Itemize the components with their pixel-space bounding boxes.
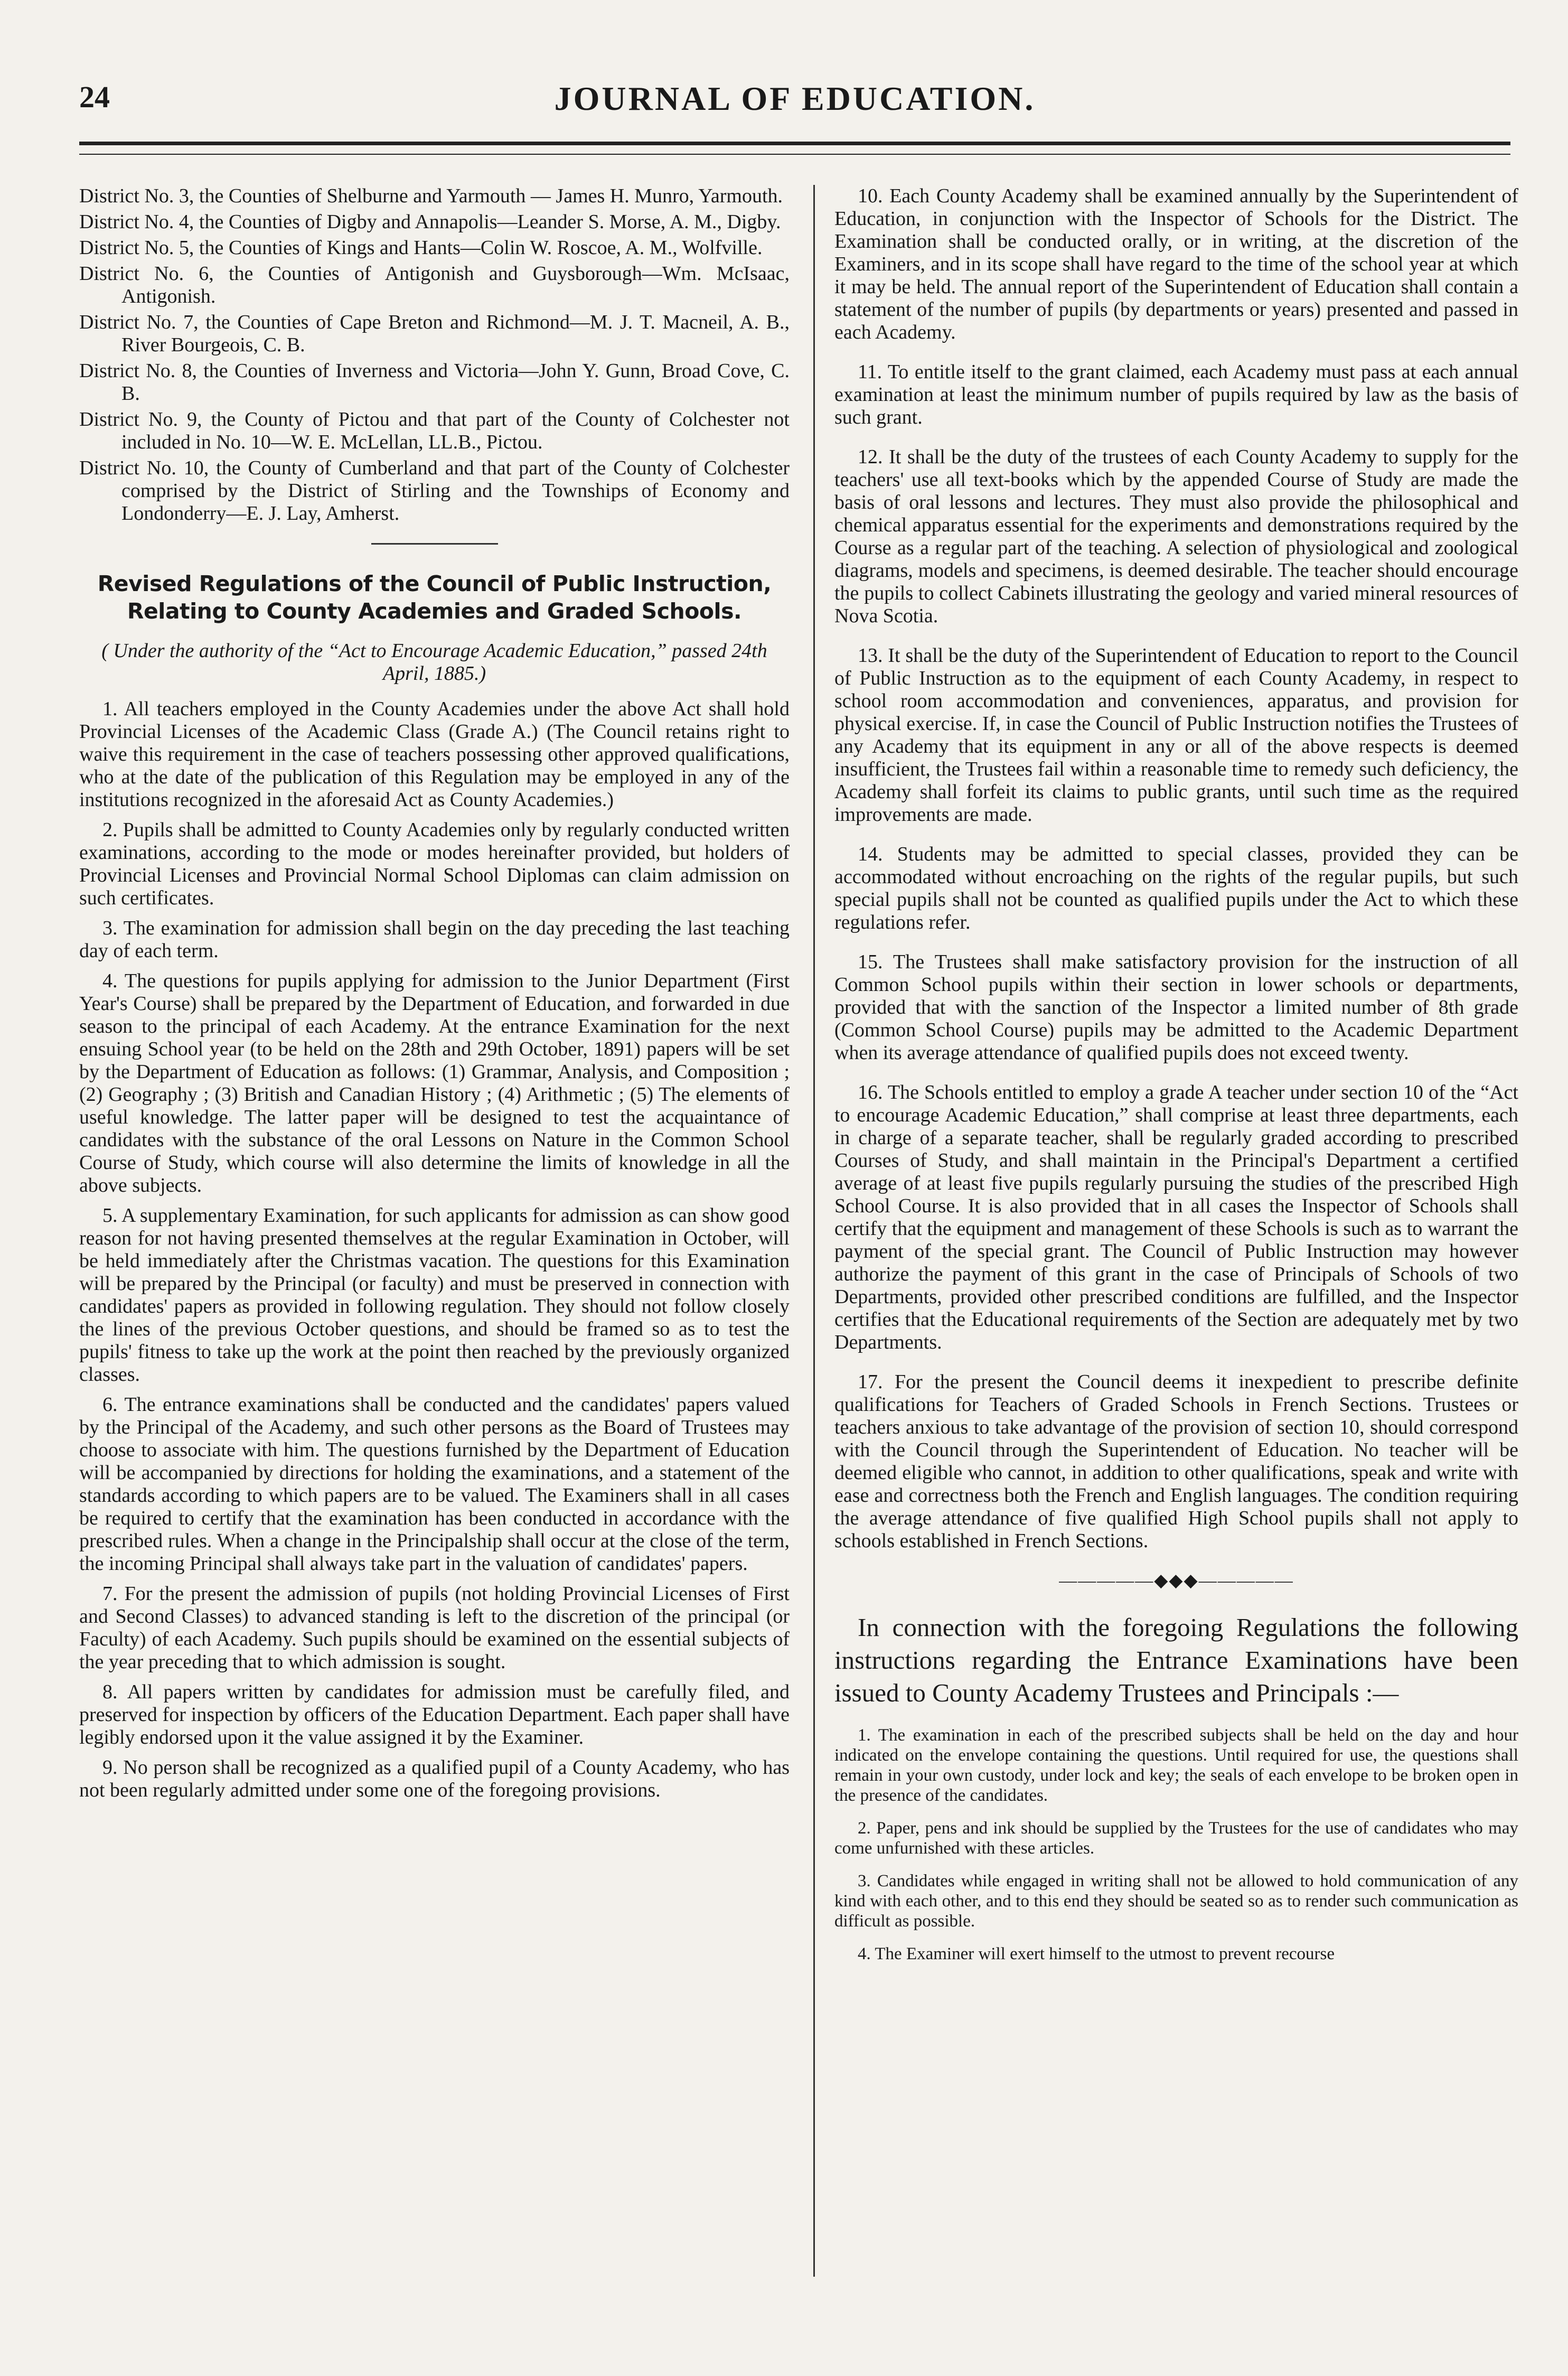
regulation-paragraph: 2. Pupils shall be admitted to County Academies only by regularly conducted written examinations, according to the mode or modes hereinafter provided, but holders of Provincial Licenses and Provincial Normal School Diplomas can claim admission on such certificates. (79, 819, 790, 909)
district-entry: District No. 6, the Counties of Antigonish and Guysborough—Wm. McIsaac, Antigonish. (79, 263, 790, 307)
right-column (834, 185, 1518, 1977)
regulations-heading: Revised Regulations of the Council of Public Instruction, Relating to County Academies and Graded Schools. (97, 571, 772, 624)
regulation-paragraph: 10. Each County Academy shall be examined annually by the Superintendent of Education, in conjunction with the Inspector of Schools for the District. The Examination shall be conducted orally, or in writing, at the discretion of the Examiners, and in its scope shall have regard to the time of the school year at which it may be held. The annual report of the Superintendent of Education shall contain a statement of the number of pupils (by departments or years) presented and passed in each Academy. (834, 185, 1518, 343)
regulation-paragraph: 6. The entrance examinations shall be conducted and the candidates' papers valued by the Principal of the Academy, and such other persons as the Board of Trustees may choose to associate with him. The questions furnished by the Department of Education will be accompanied by directions for holding the examinations, and a statement of the standards according to which papers are to be valued. The Examiners shall in all cases be required to certify that the examination has been conducted in accordance with the prescribed rules. When a change in the Principalship shall occur at the close of the term, the incoming Principal shall always take part in the valuation of candidates' papers. (79, 1393, 790, 1575)
regulation-paragraph: 4. The questions for pupils applying for admission to the Junior Department (First Year's Course) shall be prepared by the Department of Education, and forwarded in due season to the principal of each Academy. At the entrance Examination for the next ensuing School year (to be held on the 28th and 29th October, 1891) papers will be set by the Department of Education as follows: (1) Grammar, Analysis, and Composition ; (2) Geography ; (3) British and Canadian History ; (4) Arithmetic ; (5) The elements of useful knowledge. The latter paper will be designed to test the acquaintance of candidates with the substance of the oral Lessons on Nature in the Common School Course of Study, which course will also determine the limits of knowledge in all the above subjects. (79, 970, 790, 1196)
journal-title: JOURNAL OF EDUCATION. (554, 80, 1036, 117)
regulation-paragraph: 7. For the present the admission of pupils (not holding Provincial Licenses of First and Second Classes) to advanced standing is left to the discretion of the principal (or Faculty) of each Academy. Such pupils should be examined on the essential subjects of the year preceding that to which admission is sought. (79, 1583, 790, 1673)
left-column (79, 185, 790, 1809)
page-header (79, 79, 1510, 121)
district-entry: District No. 9, the County of Pictou and that part of the County of Colchester not included in No. 10—W. E. McLellan, LL.B., Pictou. (79, 408, 790, 453)
section-divider (371, 543, 498, 545)
instruction-item: 3. Candidates while engaged in writing shall not be allowed to hold communication of any kind with each other, and to this end they should be seated so as to render such communication as difficult as possible. (834, 1872, 1518, 1931)
instruction-item: 1. The examination in each of the prescribed subjects shall be held on the day and hour indicated on the envelope containing the questions. Until required for use, the questions shall remain in your own custody, under lock and key; the seals of each envelope to be broken open in the presence of the candidates. (834, 1726, 1518, 1805)
regulation-paragraph: 13. It shall be the duty of the Superintendent of Education to report to the Council of Public Instruction as to the equipment of each County Academy, in respect to school room accommodation and conveniences, apparatus, and provision for physical exercise. If, in case the Council of Public Instruction notifies the Trustees of any Academy that its equipment in any or all of the above respects is deemed insufficient, the Trustees fail within a reasonable time to remedy such deficiency, the Academy shall forfeit its claims to public grants, until such time as the required improvements are made. (834, 644, 1518, 826)
instructions-intro: In connection with the foregoing Regulations the following instructions regarding the Entrance Examinations have been issued to County Academy Trustees and Principals :— (834, 1613, 1518, 1707)
regulation-paragraph: 17. For the present the Council deems it inexpedient to prescribe definite qualifications for Teachers of Graded Schools in French Sections. Trustees or teachers anxious to take advantage of the provision of section 10, should correspond with the Council through the Superintendent of Education. No teacher will be deemed eligible who cannot, in addition to other qualifications, speak and write with ease and correctness both the French and English languages. The condition requiring the average attendance of five qualified High School pupils shall not apply to schools established in French Sections. (834, 1371, 1518, 1552)
district-entry: District No. 4, the Counties of Digby and Annapolis—Leander S. Morse, A. M., Digby. (79, 211, 781, 233)
district-entry: District No. 7, the Counties of Cape Breton and Richmond—M. J. T. Macneil, A. B., River Bourgeois, C. B. (79, 311, 790, 356)
regulation-paragraph: 9. No person shall be recognized as a qualified pupil of a County Academy, who has not been regularly admitted under some one of the foregoing provisions. (79, 1756, 790, 1801)
regulation-paragraph: 1. All teachers employed in the County Academies under the above Act shall hold Provincial Licenses of the Academic Class (Grade A.) (The Council retains right to waive this requirement in the case of teachers possessing other approved qualifications, who at the date of the publication of this Regulation may be employed in any of the institutions recognized in the aforesaid Act as County Academies.) (79, 698, 790, 811)
regulation-paragraph: 15. The Trustees shall make satisfactory provision for the instruction of all Common School pupils within their section in lower schools or departments, provided that with the sanction of the Inspector a limited number of 8th grade (Common School Course) pupils may be admitted to the Academic Department when its average attendance of qualified pupils does not exceed twenty. (834, 951, 1518, 1064)
regulation-paragraph: 12. It shall be the duty of the trustees of each County Academy to supply for the teachers' use all text-books which by the appended Course of Study are made the basis of oral lessons and lectures. They must also provide the philosophical and chemical apparatus essential for the experiments and demonstrations required by the Course as a regular part of the teaching. A selection of physiological and zoological diagrams, models and specimens, is deemed desirable. The teacher should encourage the pupils to collect Cabinets illustrating the geology and varied mineral resources of Nova Scotia. (834, 446, 1518, 627)
ornament-divider: —————◆◆◆————— (1059, 1571, 1294, 1591)
authority-note: ( Under the authority of the “Act to Encourage Academic Education,” passed 24th April, 1885.) (101, 640, 767, 685)
regulation-paragraph: 16. The Schools entitled to employ a grade A teacher under section 10 of the “Act to encourage Academic Education,” shall comprise at least three departments, each in charge of a separate teacher, shall be regularly graded according to prescribed Courses of Study, and shall maintain in the Principal's Department a certified average of at least five pupils regularly pursuing the studies of the prescribed High School Course. It is also provided that in all cases the Inspector of Schools shall certify that the equipment and management of these Schools is such as to warrant the payment of the special grant. The Council of Public Instruction may however authorize the payment of this grant in the case of Principals of Schools of two Departments, provided other prescribed conditions are fulfilled, and the Inspector certifies that the Educational requirements of the Section are adequately met by two Departments. (834, 1081, 1518, 1353)
district-entry: District No. 8, the Counties of Inverness and Victoria—John Y. Gunn, Broad Cove, C. B. (79, 360, 790, 405)
regulation-paragraph: 3. The examination for admission shall begin on the day preceding the last teaching day of each term. (79, 917, 790, 962)
regulation-paragraph: 8. All papers written by candidates for admission must be carefully filed, and preserved for inspection by officers of the Education Department. Each paper shall have legibly endorsed upon it the value assigned it by the Examiner. (79, 1681, 790, 1748)
regulation-paragraph: 11. To entitle itself to the grant claimed, each Academy must pass at each annual examination at least the minimum number of pupils required by law as the basis of such grant. (834, 361, 1518, 428)
regulation-paragraph: 5. A supplementary Examination, for such applicants for admission as can show good reason for not having presented themselves at the regular Examination in October, will be held immediately after the Christmas vacation. The questions for this Examination will be prepared by the Principal (or faculty) and must be preserved in connection with candidates' papers as provided in following regulation. They should not follow closely the lines of the previous October questions, and should be framed so as to test the pupils' fitness to take up the work at the point then reached by the previously organized classes. (79, 1204, 790, 1386)
district-entry: District No. 3, the Counties of Shelburne and Yarmouth — James H. Munro, Yarmouth. (79, 185, 783, 207)
district-list (79, 185, 790, 525)
page-number: 24 (79, 80, 110, 114)
district-entry: District No. 10, the County of Cumberland and that part of the County of Colchester comprised by the District of Stirling and the Townships of Economy and Londonderry—E. J. Lay, Amherst. (79, 457, 790, 525)
column-divider (813, 185, 815, 2277)
instruction-item: 2. Paper, pens and ink should be supplied by the Trustees for the use of candidates who may come unfurnished with these articles. (834, 1819, 1518, 1858)
header-rule (79, 142, 1510, 155)
regulation-paragraph: 14. Students may be admitted to special classes, provided they can be accommodated without encroaching on the rights of the regular pupils, but such special pupils shall not be counted as qualified pupils under the Act to which these regulations refer. (834, 843, 1518, 933)
district-entry: District No. 5, the Counties of Kings and Hants—Colin W. Roscoe, A. M., Wolfville. (79, 237, 763, 259)
instruction-item: 4. The Examiner will exert himself to the utmost to prevent recourse (858, 1944, 1335, 1963)
